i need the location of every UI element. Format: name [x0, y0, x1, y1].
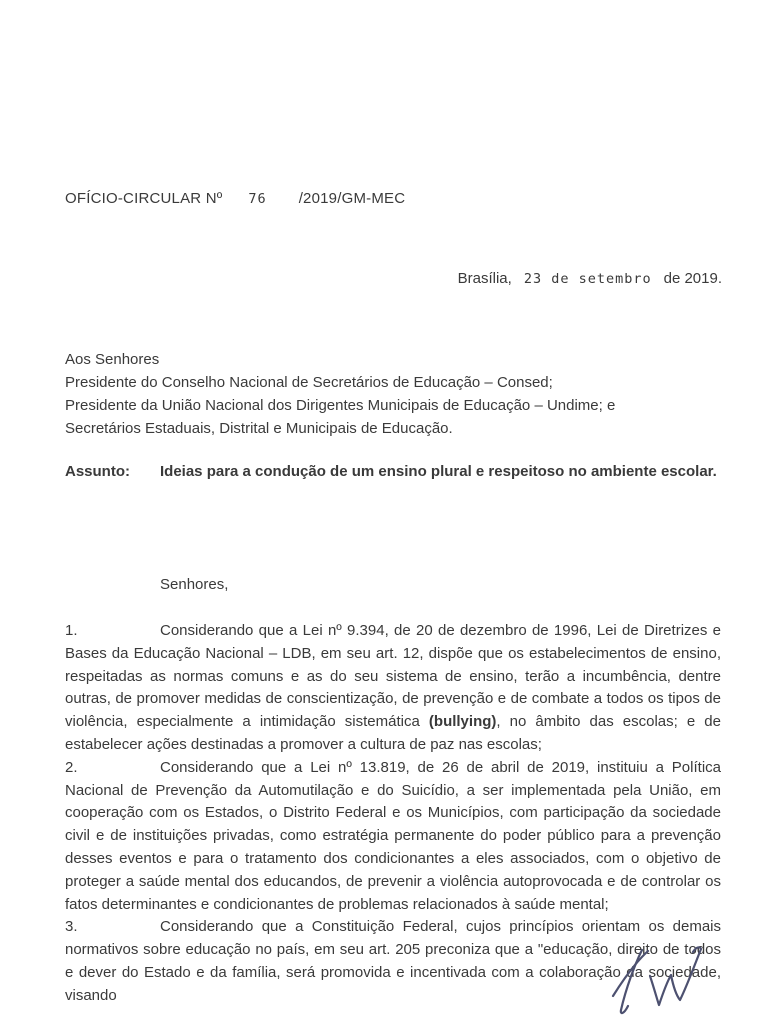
signature-stroke	[650, 947, 701, 1005]
dateline-typed-date: 23 de setembro	[523, 271, 652, 287]
paragraph-2	[65, 757, 721, 917]
reference-prefix: OFÍCIO-CIRCULAR Nº	[65, 190, 223, 207]
reference-number: 76	[248, 191, 267, 207]
paragraph-number: 3.	[65, 918, 78, 936]
recipient-line: Presidente do Conselho Nacional de Secretários de Educação – Consed;	[65, 374, 553, 391]
document-reference	[65, 190, 405, 207]
paragraph-1	[65, 620, 721, 757]
recipient-line: Secretários Estaduais, Distrital e Municipais de Educação.	[65, 420, 453, 437]
paragraph-text: Considerando que a Lei nº 9.394, de 20 de dezembro de 1996, Lei de Diretrizes e Bases da Educação Nacional – LDB, em seu art. 12, dispõe que os estabelecimentos de ensino, respeitadas as normas comuns e as do seu sistema de ensino, terão a incumbência, dentre outras, de promover medidas de conscientização, de prevenção e de combate a todos os tipos de violência, especialmente a intimidação sistemática	[65, 622, 721, 731]
recipients-block	[65, 348, 725, 440]
subject-line	[65, 463, 725, 480]
recipient-line: Aos Senhores	[65, 351, 160, 368]
subject-text: Ideias para a condução de um ensino plural e respeitoso no ambiente escolar.	[160, 463, 717, 480]
paragraph-text: Considerando que a Constituição Federal, cujos princípios orientam os demais normativos sobre educação no país, em seu art. 205 preconiza que a "educação, direito de todos e dever do Estado e da família, será promovida e incentivada com a colaboração da sociedade, visando	[65, 918, 721, 1004]
paragraph-number: 1.	[65, 622, 78, 639]
dateline-year: de 2019.	[663, 270, 722, 287]
handwritten-initials-signature	[606, 938, 714, 1018]
paragraph-text: , no âmbito das escolas; e de estabelecer ações destinadas a promover a cultura de paz nas escolas;	[65, 713, 721, 753]
salutation: Senhores,	[160, 576, 229, 593]
recipient-line: Presidente da União Nacional dos Dirigentes Municipais de Educação – Undime; e	[65, 397, 616, 414]
dateline	[458, 270, 722, 287]
subject-label: Assunto:	[65, 463, 130, 480]
dateline-city: Brasília,	[457, 270, 512, 287]
paragraph-number: 2.	[65, 758, 78, 776]
paragraph-text: Considerando que a Lei nº 13.819, de 26 de abril de 2019, instituiu a Política Nacional de Prevenção da Automutilação e do Suicídio, a ser implementada pela União, em cooperação com os Estados, o Distrito Federal e os Municípios, com participação da sociedade civil e de instituições privadas, como estratégia permanente do poder público para a prevenção desses eventos e para o tratamento dos condicionantes a eles associados, com o objetivo de proteger a saúde mental dos educandos, de prevenir a violência autoprovocada e de controlar os fatos determinantes e condicionantes de problemas relacionados à saúde mental;	[65, 758, 721, 913]
paragraph-text-bold: (bullying)	[428, 713, 497, 731]
reference-suffix: /2019/GM-MEC	[298, 190, 406, 207]
signature-stroke	[613, 951, 648, 996]
